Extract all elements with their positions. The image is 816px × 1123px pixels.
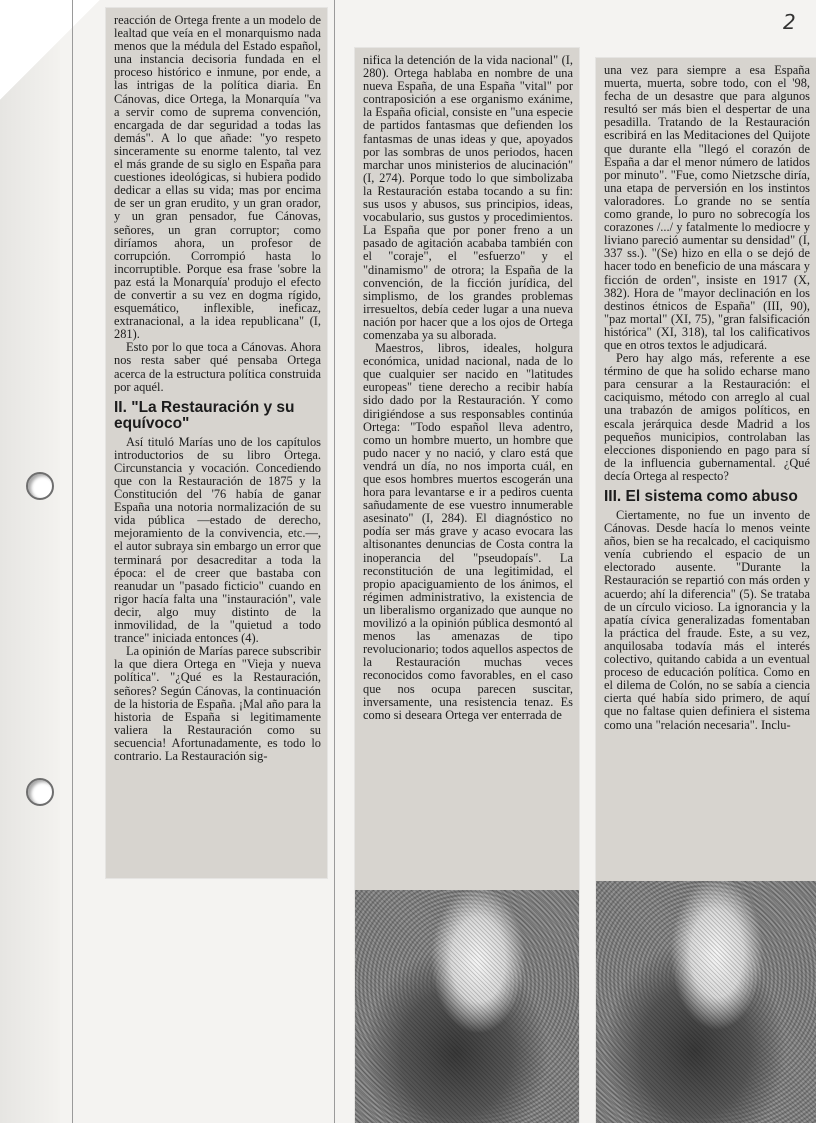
article-column-1 <box>106 8 327 763</box>
clipping-column-2 <box>355 48 579 1123</box>
portrait-photo-halftone <box>355 890 579 1123</box>
article-column-3 <box>596 58 816 732</box>
paragraph: Maestros, libros, ideales, holgura económica, unidad nacional, nada de lo que cualquier ser nacido en "latitudes europeas" tiene derecho a recibir había sido dado por la Restauración. Y como dirigiéndose a sus responsables continúa Ortega: "Todo español lleva adentro, como un hombre muerto, un hombre que pudo nacer y no nació, y claro está que vendrá un día, no nos importa cuál, en que esos hombres muertos escogerán una hora para levantarse e ir a pediros cuenta sañudamente de ese vuestro innumerable asesinato" (I, 284). El diagnóstico no podía ser más grave y acaso evocara las altisonantes denuncias de Costa contra la inoperancia del "pseudopaís". La reconstitución de una legitimidad, el propio apaciguamiento de los ánimos, el régimen administrativo, la existencia de un liberalismo organizado que aunque no movilizó a la opinión pública desmontó al menos las amenazas de tipo revolucionario; todos aquellos aspectos de la Restauración muchas veces reconocidos como favorables, en el caso que nos ocupa parecen suscitar, inversamente, una resistencia tenaz. Es como si deseara Ortega ver enterrada de <box>363 341 573 722</box>
section-heading: III. El sistema como abuso <box>604 488 798 505</box>
handwritten-page-number: 2 <box>783 10 796 34</box>
portrait-photo-halftone-right <box>596 881 816 1123</box>
paragraph: nifica la detención de la vida nacional" (I, 280). Ortega hablaba en nombre de una nueva España, de una España "vital" por contraposición a ese organismo exánime, la España oficial, consiste en "una especie de partidos fantasmas que defienden los fantasmas de unas ideas y que, apoyados por las sombras de unos periodos, hacen marchar unos ministerios de alucinación" (I, 274). Porque todo lo que simbolizaba la Restauración estaba tocando a su fin: sus usos y abusos, sus principios, ideas, vocabulario, sus gustos y procedimientos. La España que por poner freno a un pasado de agitación acababa también con el "coraje", el "esfuerzo" y el "dinamismo" de otrora; la España de la convención, de la ficción jurídica, del simplismo, de los grandes problemas irresueltos, debía ceder lugar a una nueva nación por hacer que a los ojos de Ortega comenzaba ya su alborada. <box>363 53 573 342</box>
paragraph: Así tituló Marías uno de los capítulos introductorios de su libro Ortega. Circunstancia y vocación. Concediendo que con la Restauración de 1875 y la Constitución del '76 había de ganar España una notoria normalización de su vida pública —estado de derecho, mejoramiento de la convivencia, etc.—, el autor subraya sin embargo un error que terminará por desacreditar a toda la época: el de creer que bastaba con reanudar un "pasado ficticio" cuando en rigor hacía falta una "instauración", vale decir, algo muy distinto de la inmovilidad, de la "quietud a todo trance" iniciada entonces (4). <box>114 434 321 646</box>
paper-folded-corner <box>0 0 100 100</box>
paragraph: reacción de Ortega frente a un modelo de lealtad que veía en el monarquismo nada menos que la médula del Estado español, una instancia decisoria fundada en el proceso histórico e inmune, por ende, a las intrigas de la política diaria. En Cánovas, dice Ortega, la Monarquía "va a servir como de suprema convención, encargada de dar seguridad a todas las demás". A lo que añade: "yo respeto sinceramente su enorme talento, tal vez el más grande de su siglo en España para cuestiones ideológicas, si hubiera podido dedicar a ellas su vida; mas por encima de ser un gran erudito, y un gran orador, y un gran pensador, fue Cánovas, señores, un gran corruptor; como diríamos ahora, un profesor de corrupción. Corrompió hasta lo incorruptible. Porque esa frase 'sobre la paz está la Monarquía' produjo el efecto de convertir a su vez en dogma rígido, esquemático, inflexible, ineficaz, extranacional, a la idea republicana" (I, 281). <box>114 13 321 342</box>
margin-rule-left <box>72 0 73 1123</box>
section-heading: II. "La Restauración y su equívoco" <box>114 398 295 432</box>
clipping-column-1 <box>106 8 327 878</box>
punch-hole-bottom <box>26 778 54 806</box>
paragraph: Ciertamente, no fue un invento de Cánovas. Desde hacía lo menos veinte años, bien se ha recalcado, el caciquismo venía cubriendo el espacio de un electorado ausente. "Durante la Restauración se repartió con más orden y acuerdo; ahí la diferencia" (5). Se trataba de un círculo vicioso. La ignorancia y la apatía cívica generalizadas fomentaban la práctica del fraude. Este, a su vez, anquilosaba todavía más el interés colectivo, quitando cabida a un eventual proceso de educación política. Como en el dilema de Colón, no se sabía a ciencia cierta qué había sido primero, de aquí que no faltase quien definiera el sistema como una "relación necesaria". Inclu- <box>604 508 810 732</box>
article-column-2 <box>355 48 579 722</box>
punch-hole-top <box>26 472 54 500</box>
paragraph: una vez para siempre a esa España muerta, muerta, sobre todo, con el '98, fecha de un desastre que para algunos resultó ser más bien el despertar de una pesadilla. Tratando de la Restauración escribirá en las Meditaciones del Quijote que durante ella "llegó el corazón de España a dar el menor número de latidos por minuto". "Fue, como Nietzsche diría, una etapa de perversión en los instintos valoradores. Lo grande no se sentía como grande, lo puro no sobrecogía los corazones /.../ y fatalmente lo mediocre y liviano pareció aumentar su densidad" (I, 337 ss.). "(Se) hizo en ella o se dejó de hacer todo en beneficio de una máscara y ficción de orden", insiste en 1917 (X, 382). Hora de "mayor declinación en los destinos étnicos de España" (III, 90), "paz mortal" (XI, 75), "gran falsificación histórica" (XI, 318), tal los calificativos que en otros textos le adjudicará. <box>604 63 810 352</box>
margin-rule-center <box>334 0 335 1123</box>
scanner-background-edge <box>0 0 60 1123</box>
paragraph: Pero hay algo más, referente a ese término de que ha solido echarse mano para censurar a la Restauración: el caciquismo, método con arreglo al cual una trabazón de amigos políticos, en escala jerárquica desde Madrid a los pequeños municipios, controlaban las elecciones disponiendo en pago para sí de la influencia gubernamental. ¿Qué decía Ortega al respecto? <box>604 351 810 483</box>
clipping-column-3 <box>596 58 816 1123</box>
paragraph: La opinión de Marías parece subscribir la que diera Ortega en "Vieja y nueva política". "¿Qué es la Restauración, señores? Según Cánovas, la continuación de la historia de España. ¡Mal año para la historia de España si legitimamente valiera la Restauración como su secuencia! Afortunadamente, es todo lo contrario. La Restauración sig- <box>114 644 321 763</box>
paragraph: Esto por lo que toca a Cánovas. Ahora nos resta saber qué pensaba Ortega acerca de la estructura política construida por aquél. <box>114 340 321 394</box>
